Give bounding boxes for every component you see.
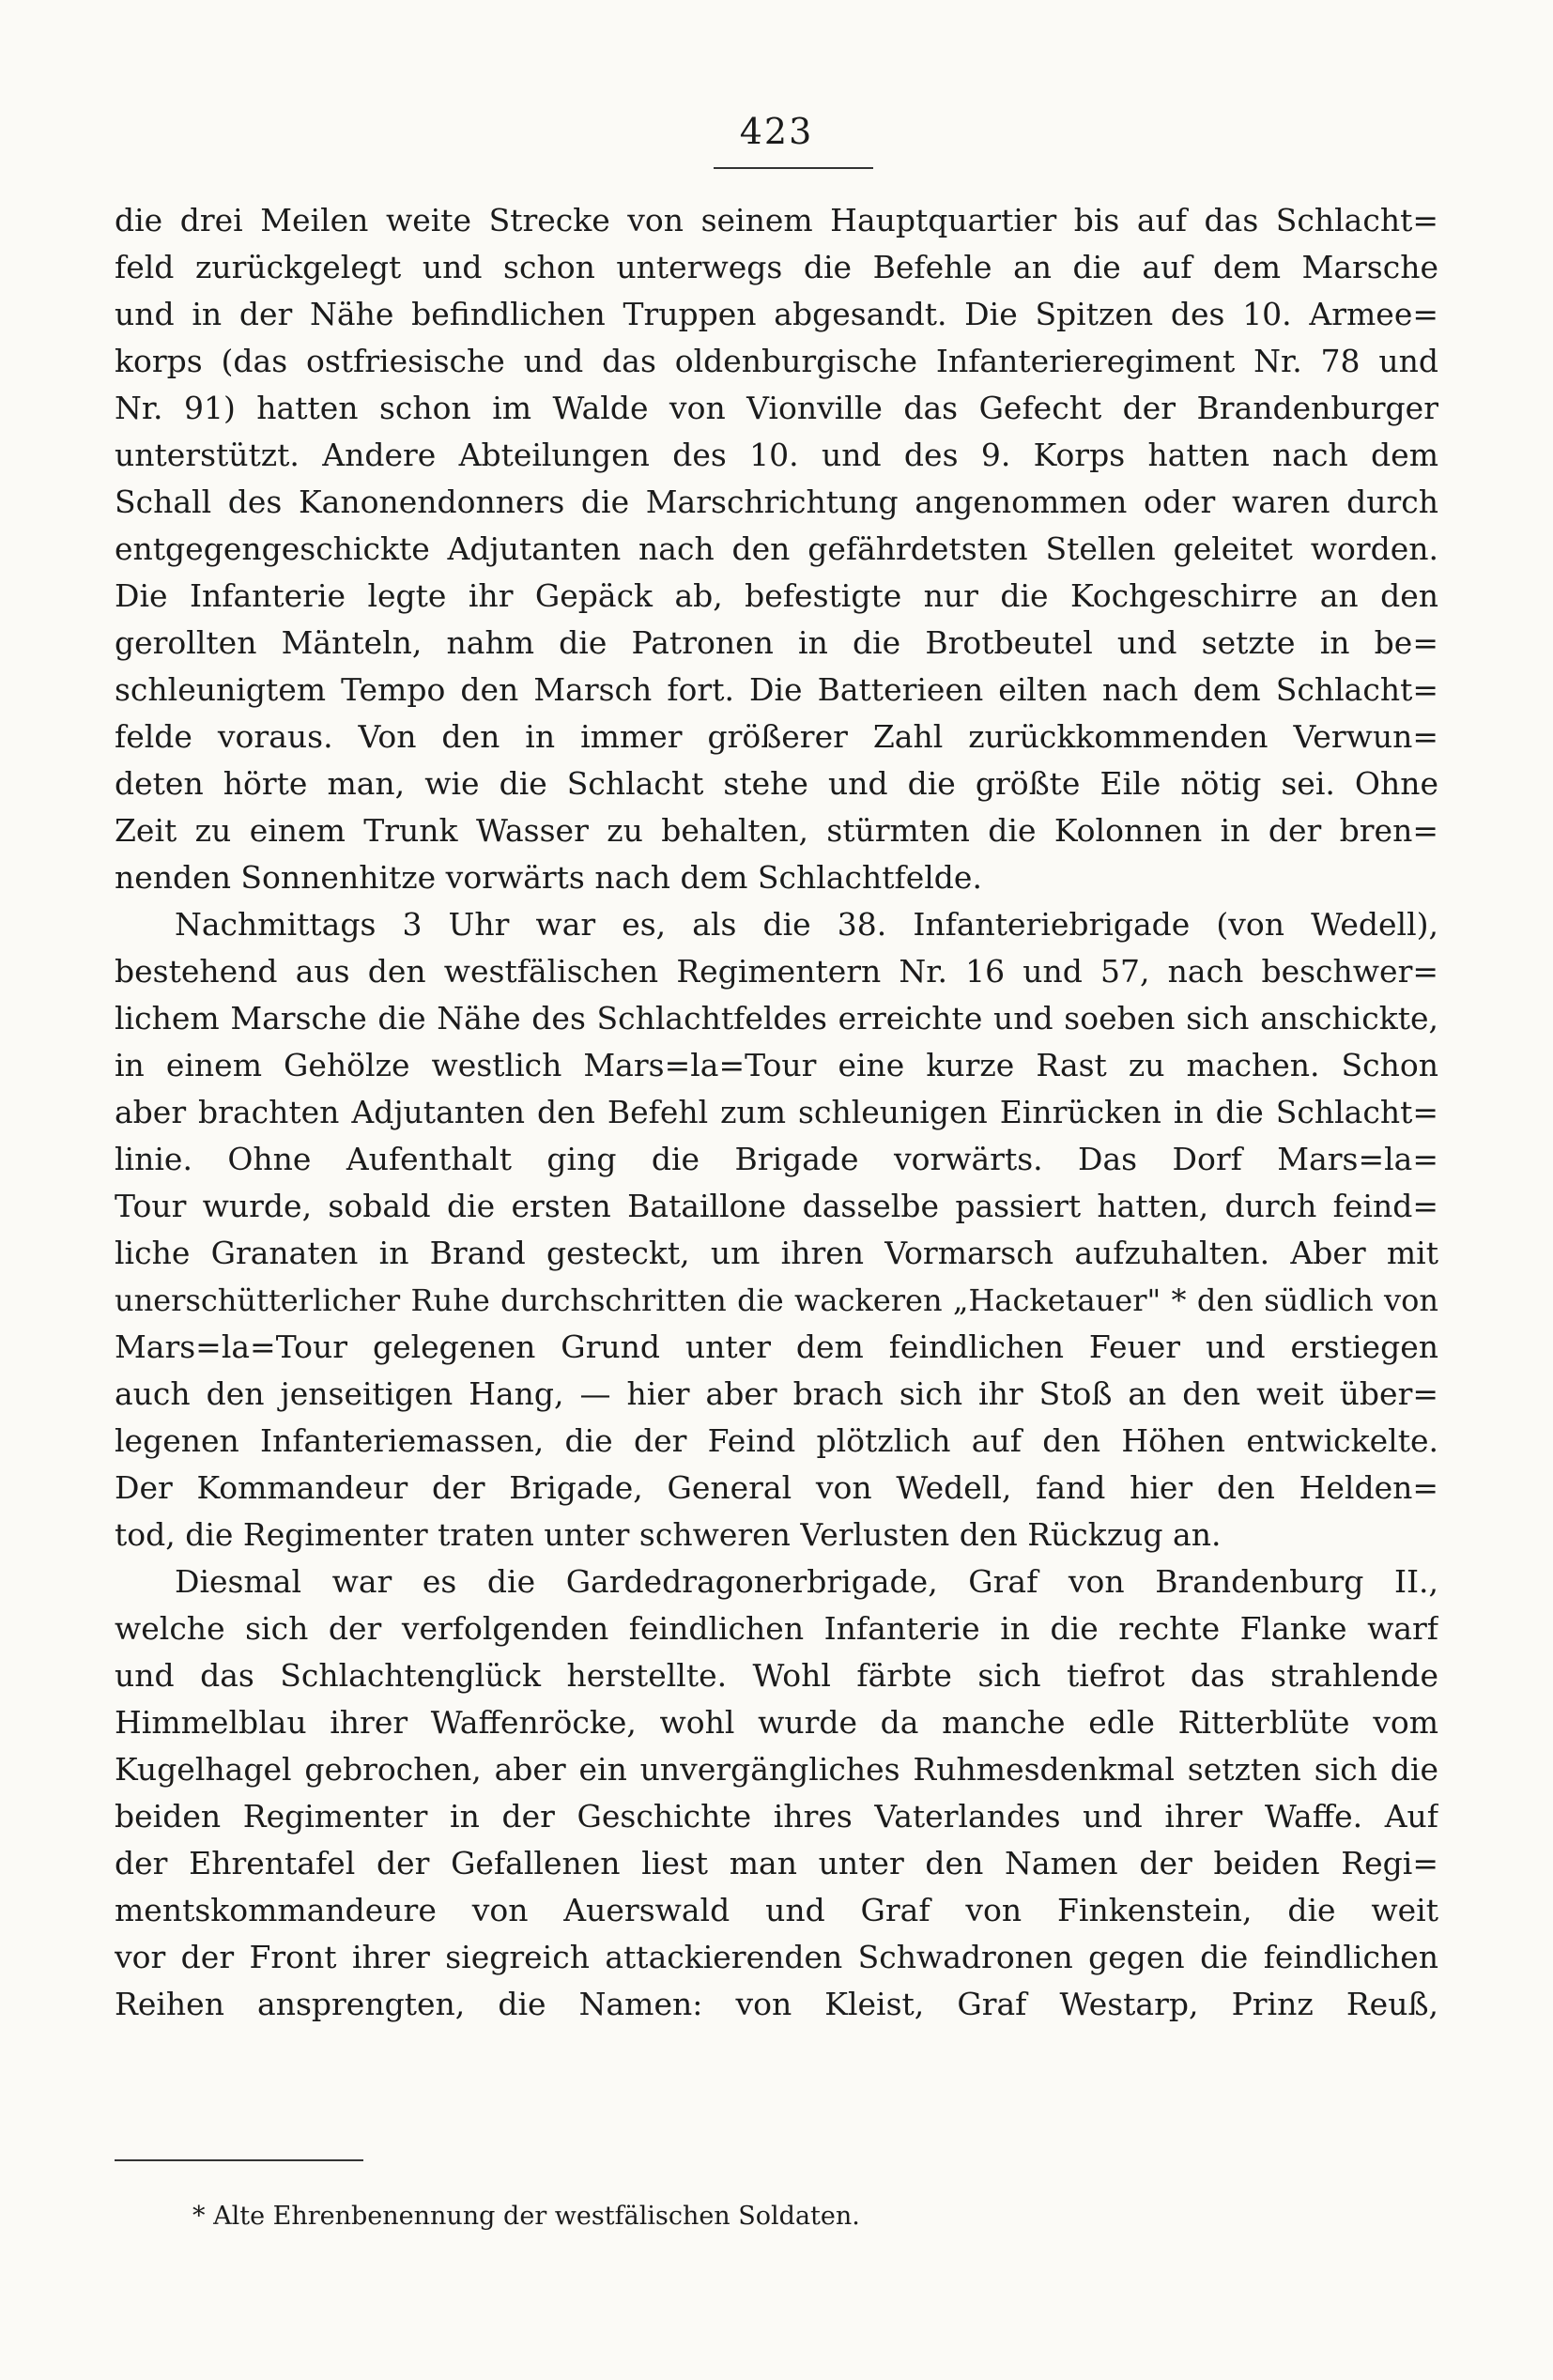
text-line: legenen Infanteriemassen, die der Feind plötzlich auf den Höhen entwickelte. xyxy=(115,1422,1438,1459)
text-line: mentskommandeure von Auerswald und Graf von Finkenstein, die weit xyxy=(115,1892,1438,1928)
footnote: * Alte Ehrenbenennung der westfälischen Soldaten. xyxy=(192,2202,860,2231)
text-line: schleunigtem Tempo den Marsch fort. Die Batterieen eilten nach dem Schlacht= xyxy=(115,671,1438,708)
text-line: vor der Front ihrer siegreich attackierenden Schwadronen gegen die feindlichen xyxy=(115,1939,1438,1975)
text-line: beiden Regimenter in der Geschichte ihres Vaterlandes und ihrer Waffe. Auf xyxy=(115,1798,1438,1835)
text-line: Der Kommandeur der Brigade, General von Wedell, fand hier den Helden= xyxy=(115,1469,1438,1506)
text-line: unerschütterlicher Ruhe durchschritten die wackeren „Hacketauer" * den südlich von xyxy=(115,1282,1438,1318)
text-line: nenden Sonnenhitze vorwärts nach dem Schlachtfelde. xyxy=(115,859,982,896)
text-line: aber brachten Adjutanten den Befehl zum schleunigen Einrücken in die Schlacht= xyxy=(115,1094,1438,1130)
text-line: liche Granaten in Brand gesteckt, um ihren Vormarsch aufzuhalten. Aber mit xyxy=(115,1235,1438,1271)
header-rule xyxy=(714,167,873,169)
text-line: Kugelhagel gebrochen, aber ein unvergängliches Ruhmesdenkmal setzten sich die xyxy=(115,1751,1438,1788)
text-line: und in der Nähe befindlichen Truppen abgesandt. Die Spitzen des 10. Armee= xyxy=(115,296,1438,332)
text-line: tod, die Regimenter traten unter schweren Verlusten den Rückzug an. xyxy=(115,1516,1222,1553)
text-line: deten hörte man, wie die Schlacht stehe und die größte Eile nötig sei. Ohne xyxy=(115,765,1438,802)
text-line: Nr. 91) hatten schon im Walde von Vionville das Gefecht der Brandenburger xyxy=(115,390,1438,426)
text-line: feld zurückgelegt und schon unterwegs die Befehle an die auf dem Marsche xyxy=(115,249,1438,285)
text-line: felde voraus. Von den in immer größerer Zahl zurückkommenden Verwun= xyxy=(115,718,1438,755)
body-text xyxy=(115,197,1438,2028)
page-number: 423 xyxy=(739,111,814,152)
text-line: Die Infanterie legte ihr Gepäck ab, befestigte nur die Kochgeschirre an den xyxy=(115,577,1438,614)
text-line: Schall des Kanonendonners die Marschrichtung angenommen oder waren durch xyxy=(115,484,1438,520)
text-line: Tour wurde, sobald die ersten Bataillone dasselbe passiert hatten, durch feind= xyxy=(115,1188,1438,1224)
text-line: unterstützt. Andere Abteilungen des 10. und des 9. Korps hatten nach dem xyxy=(115,437,1438,473)
text-line: Zeit zu einem Trunk Wasser zu behalten, stürmten die Kolonnen in der bren= xyxy=(115,812,1438,849)
footnote-rule xyxy=(115,2159,363,2161)
text-line: korps (das ostfriesische und das oldenburgische Infanterieregiment Nr. 78 und xyxy=(115,343,1438,379)
text-line: der Ehrentafel der Gefallenen liest man unter den Namen der beiden Regi= xyxy=(115,1845,1438,1881)
text-line: bestehend aus den westfälischen Regimentern Nr. 16 und 57, nach beschwer= xyxy=(115,953,1438,990)
text-line: auch den jenseitigen Hang, — hier aber brach sich ihr Stoß an den weit über= xyxy=(115,1375,1438,1412)
text-line: Reihen ansprengten, die Namen: von Kleist, Graf Westarp, Prinz Reuß, xyxy=(115,1986,1438,2022)
text-line: lichem Marsche die Nähe des Schlachtfeldes erreichte und soeben sich anschickte, xyxy=(115,1000,1438,1036)
text-line: Himmelblau ihrer Waffenröcke, wohl wurde da manche edle Ritterblüte vom xyxy=(115,1704,1438,1741)
text-line: in einem Gehölze westlich Mars=la=Tour eine kurze Rast zu machen. Schon xyxy=(115,1047,1438,1083)
text-line: entgegengeschickte Adjutanten nach den gefährdetsten Stellen geleitet worden. xyxy=(115,530,1438,567)
text-line: und das Schlachtenglück herstellte. Wohl färbte sich tiefrot das strahlende xyxy=(115,1657,1438,1694)
text-line: linie. Ohne Aufenthalt ging die Brigade vorwärts. Das Dorf Mars=la= xyxy=(115,1141,1438,1177)
text-line: Diesmal war es die Gardedragonerbrigade, Graf von Brandenburg II., xyxy=(175,1563,1438,1600)
text-line: Mars=la=Tour gelegenen Grund unter dem feindlichen Feuer und erstiegen xyxy=(115,1328,1438,1365)
text-line: welche sich der verfolgenden feindlichen Infanterie in die rechte Flanke warf xyxy=(115,1610,1438,1647)
text-line: gerollten Mänteln, nahm die Patronen in die Brotbeutel und setzte in be= xyxy=(115,624,1438,661)
text-line: Nachmittags 3 Uhr war es, als die 38. Infanteriebrigade (von Wedell), xyxy=(175,906,1438,943)
text-line: die drei Meilen weite Strecke von seinem Hauptquartier bis auf das Schlacht= xyxy=(115,202,1438,238)
